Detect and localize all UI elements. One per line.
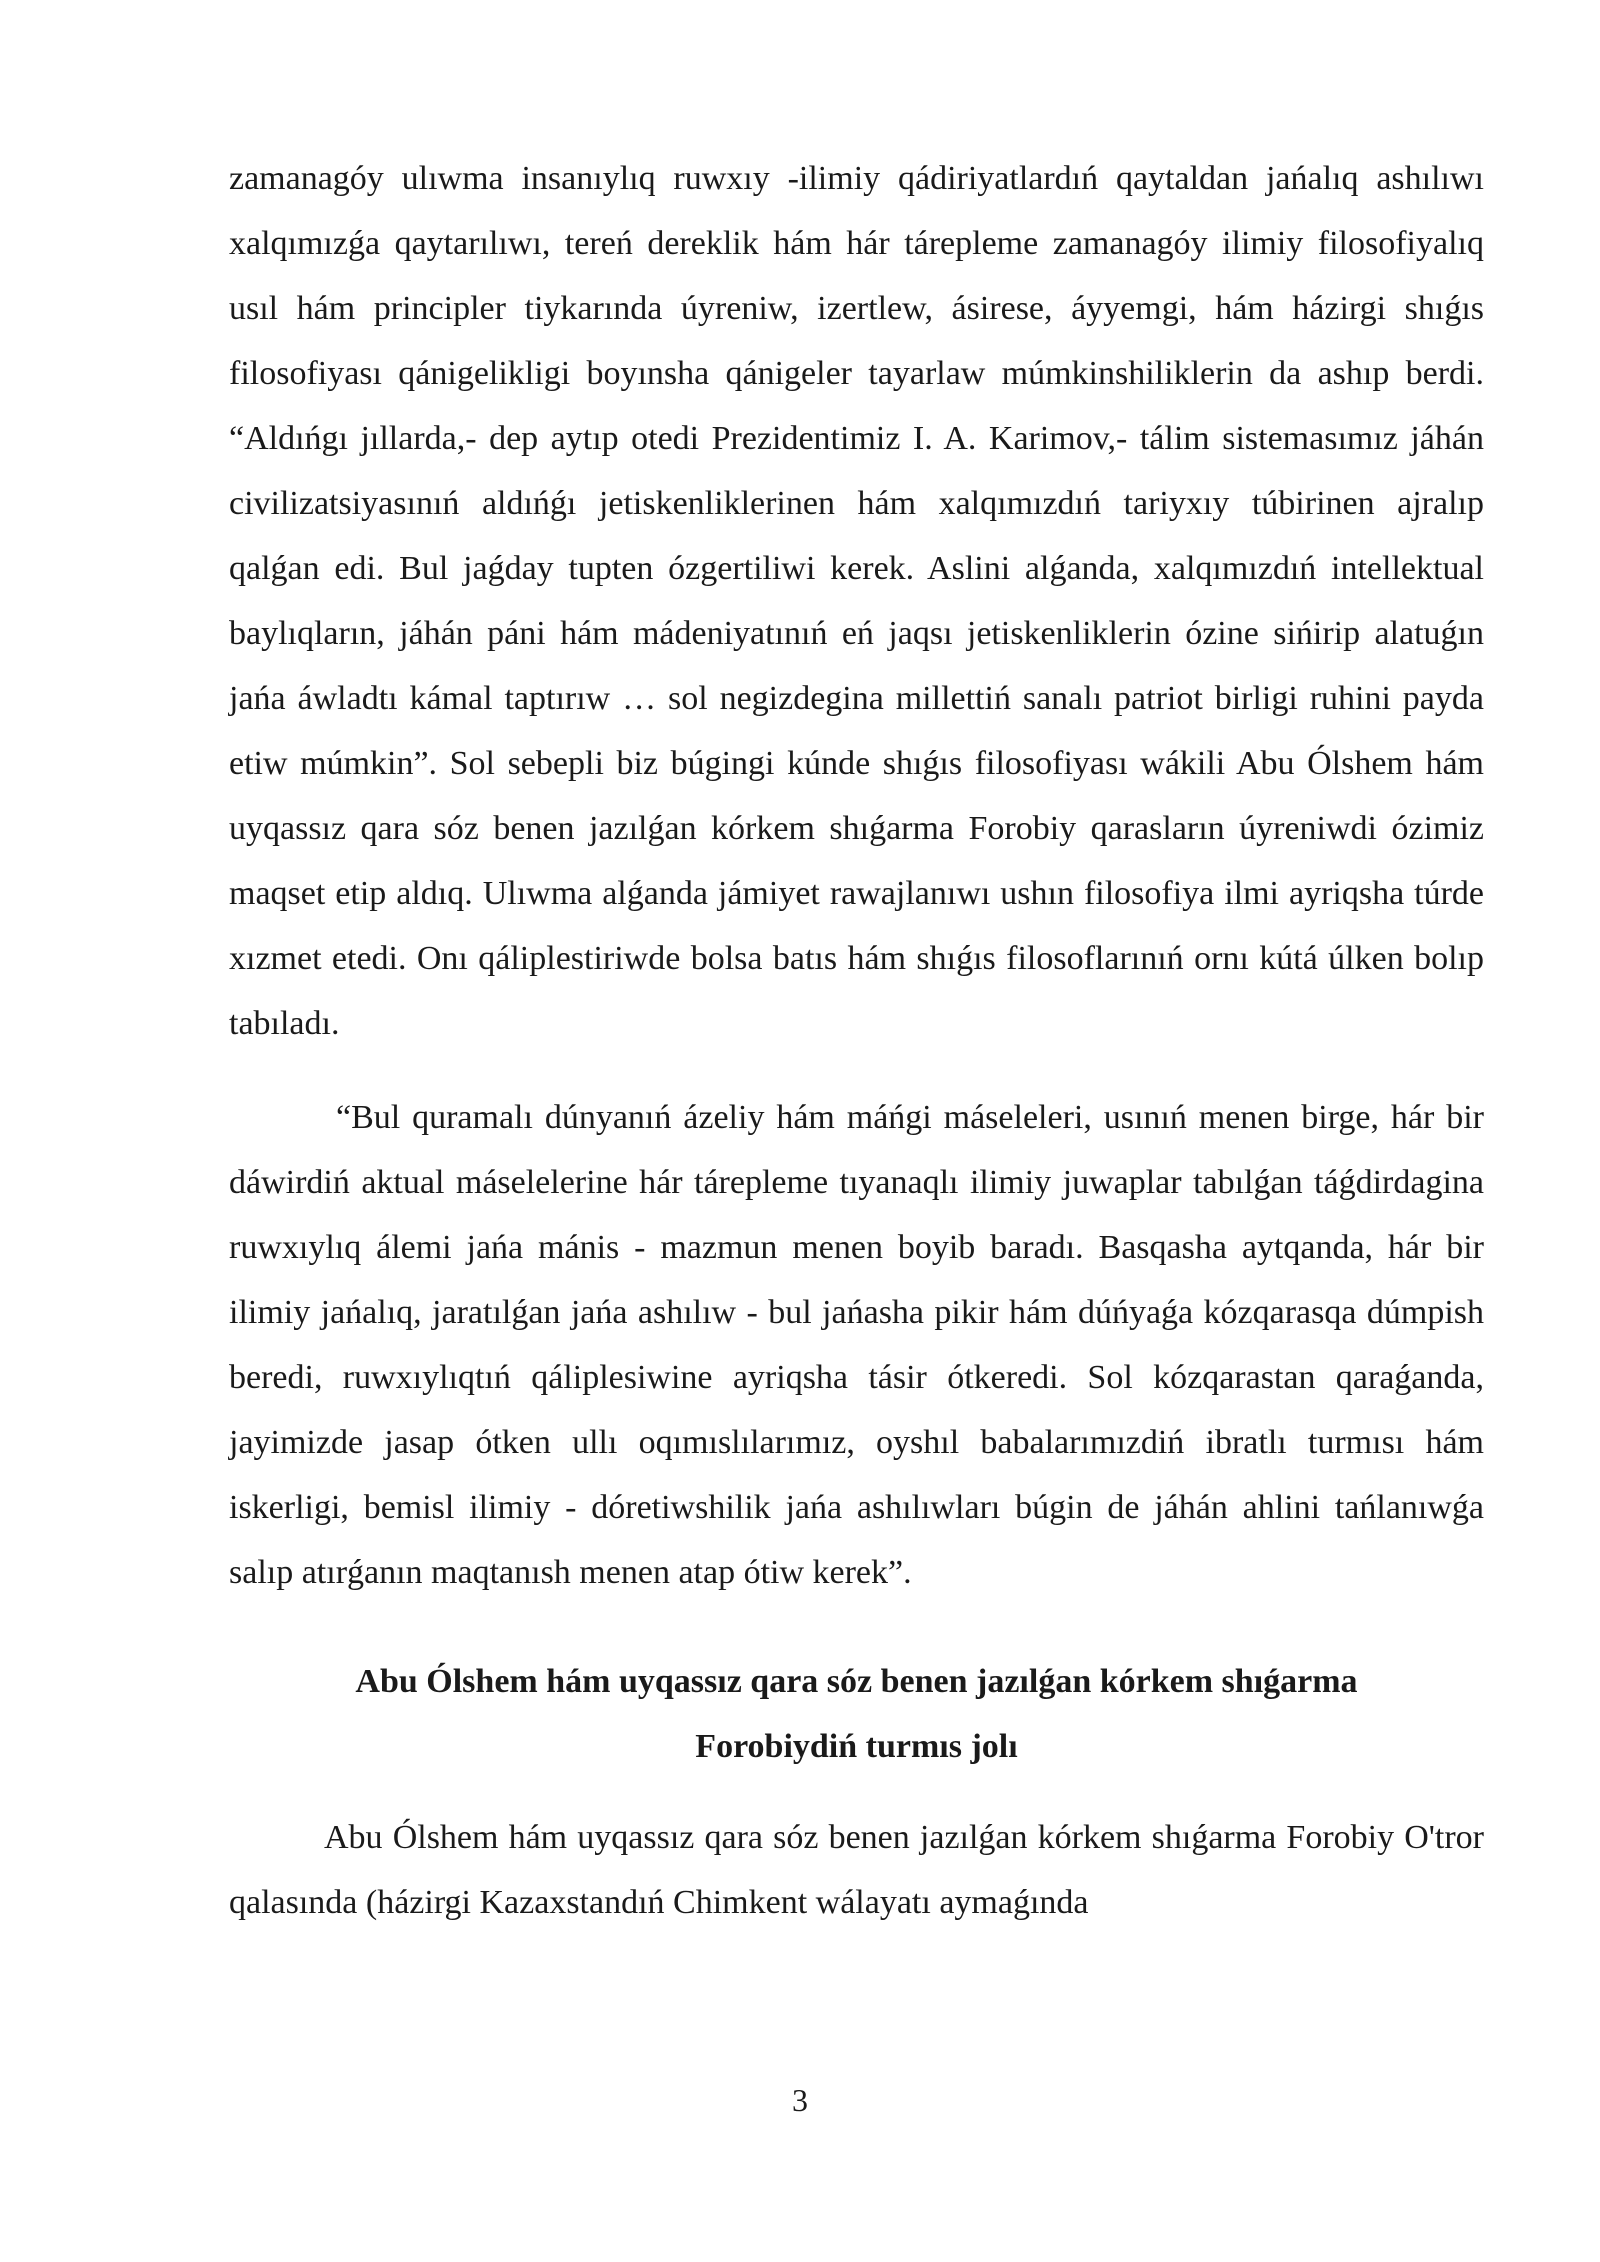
- section-heading-line-2: Forobiydiń turmıs jolı: [695, 1728, 1018, 1765]
- paragraph-quote: “Bul quramalı dúnyanıń ázeliy hám máńgi máseleleri, usınıń menen birge, hár bir dáwirdiń aktual máselelerine hár tárepleme tıyanaqlı ilimiy juwaplar tabılǵan táǵdirdagina ruwxıylıq álemi jańa mánis - mazmun menen boyib baradı. Basqasha aytqanda, hár bir ilimiy jańalıq, jaratılǵan jańa ashılıw - bul jańasha pikir hám dúńyaǵa kózqarasqa dúmpish beredi, ruwxıylıqtıń qáliplesiwine ayriqsha tásir ótkeredi. Sol kózqarastan qaraǵanda, jayimizde jasap ótken ullı oqımıslılarımız, oyshıl babalarımızdiń ibratlı turmısı hám iskerligi, bemisl ilimiy - dóretiwshilik jańa ashılıwları búgin de jáhán ahlini tańlanıwǵa salıp atırǵanın maqtanısh menen atap ótiw kerek”.: [229, 1099, 1484, 1591]
- section-heading-line-1: Abu Ólshem hám uyqassız qara sóz benen jazılǵan kórkem shıǵarma: [355, 1663, 1358, 1700]
- paragraph-biography: Abu Ólshem hám uyqassız qara sóz benen jazılǵan kórkem shıǵarma Forobiy O'tror qalasında (házirgi Kazaxstandıń Chimkent wálayatı aymaǵında: [229, 1819, 1484, 1921]
- section-heading: [229, 1649, 1484, 1779]
- page-number: 3: [792, 2082, 808, 2118]
- paragraph-intro: zamanagóy ulıwma insanıylıq ruwxıy -ilimiy qádiriyatlardıń qaytaldan jańalıq ashılıwı xalqımızǵa qaytarılıwı, tereń dereklik hám hár tárepleme zamanagóy ilimiy filosofiyalıq usıl hám principler tiykarında úyreniw, izertlew, ásirese, áyyemgi, hám házirgi shıǵıs filosofiyası qánigelikligi boyınsha qánigeler tayarlaw múmkinshiliklerin da ashıp berdi. “Aldıńgı jıllarda,- dep aytıp otedi Prezidentimiz I. A. Karimov,- tálim sistemasımız jáhán civilizatsiyasınıń aldıńǵı jetiskenliklerinen hám xalqımızdıń tariyxıy túbirinen ajralıp qalǵan edi. Bul jaǵday tupten ózgertiliwi kerek. Aslini alǵanda, xalqımızdıń intellektual baylıqların, jáhán páni hám mádeniyatınıń eń jaqsı jetiskenliklerin ózine sińirip alatuǵın jańa áwladtı kámal taptırıw … sol negizdegina millettiń sanalı patriot birligi ruhini payda etiw múmkin”. Sol sebepli biz búgingi kúnde shıǵıs filosofiyası wákili Abu Ólshem hám uyqassız qara sóz benen jazılǵan kórkem shıǵarma Forobiy qarasların úyreniwdi ózimiz maqset etip aldıq. Ulıwma alǵanda jámiyet rawajlanıwı ushın filosofiya ilmi ayriqsha túrde xızmet etedi. Onı qáliplestiriwde bolsa batıs hám shıǵıs filosoflarınıń ornı kútá úlken bolıp tabıladı.: [229, 160, 1484, 1042]
- document-page: [229, 146, 1484, 1935]
